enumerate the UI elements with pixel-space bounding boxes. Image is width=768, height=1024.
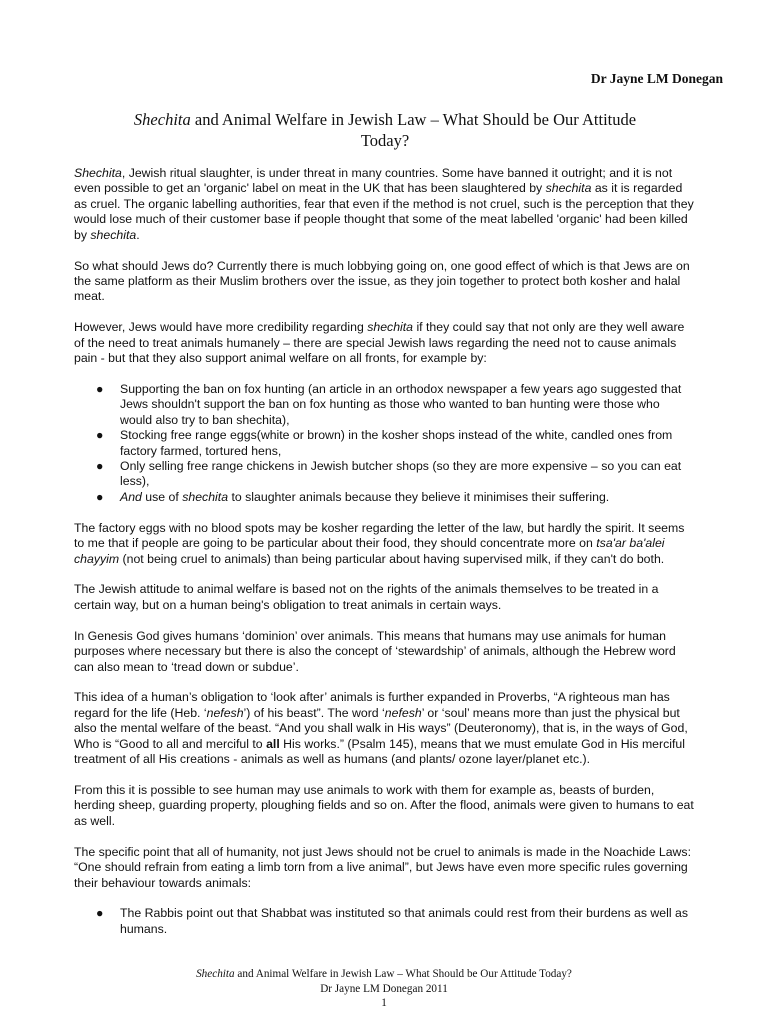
paragraph-9: The specific point that all of humanity, not just Jews should not be cruel to animals is made in the Noachide Laws: “One should refrain from eating a limb torn from a live animal”, but Jews have even more specific rules governing their behaviour towards animals:: [74, 844, 691, 890]
paragraph-6: In Genesis God gives humans ‘dominion’ over animals. This means that humans may use animals for human purposes where necessary but there is also the concept of ‘stewardship’ of animals, although the Hebrew word can also mean to ‘tread down or subdue’.: [74, 628, 676, 674]
italic-term: shechita: [367, 320, 414, 335]
page-title: [70, 109, 700, 151]
paragraph-text: This idea of a human’s obligation to ‘look after’ animals is further expanded in Proverbs, “A righteous man has regard for the life (Heb. ‘: [74, 690, 670, 720]
list-item: [74, 382, 694, 428]
bullet-icon: ●: [96, 459, 104, 473]
list-item-text: The Rabbis point out that Shabbat was instituted so that animals could rest from their burdens as well as humans.: [120, 906, 689, 936]
bullet-list-2: [74, 906, 694, 937]
bullet-list-1: [74, 382, 694, 505]
paragraph-4: [74, 521, 694, 567]
document-body: [74, 166, 694, 953]
italic-term: shechita: [545, 181, 592, 196]
italic-term: Shechita: [196, 968, 235, 980]
paragraph-text: (not being cruel to animals) than being particular about having supervised milk, if they can't do both.: [119, 551, 665, 566]
title-italic-term: Shechita: [133, 110, 191, 129]
bullet-icon: ●: [96, 381, 104, 396]
italic-term: nefesh: [384, 705, 422, 720]
paragraph-text: His works.” (Psalm 145), means that we must emulate God in His merciful treatment of all His creations - animals as well as humans (and plants/ ozone layer/planet etc.).: [74, 736, 685, 767]
paragraph-text: as it is regarded as cruel. The organic labelling authorities, fear that even if the method is not cruel, such is the perception that they would lose much of their customer base if people thought that some of the meat labelled 'organic' had been killed by: [74, 181, 694, 242]
list-item: [74, 490, 694, 505]
paragraph-text: ’ or ‘soul’ means more than just the physical but also the mental welfare of the beast. “And you shall walk in His ways” (Deuteronomy), that is, in the ways of God, Who is “Good to all and merciful to: [74, 705, 688, 751]
list-item-text: Only selling free range chickens in Jewish butcher shops (so they are more expensive – so you can eat less),: [120, 459, 682, 489]
italic-term: nefesh: [206, 705, 244, 720]
italic-term: And: [120, 489, 142, 504]
list-item-text: Supporting the ban on fox hunting (an article in an orthodox newspaper a few years ago suggested that Jews shouldn't support the ban on fox hunting as those who wanted to ban hunting were those who would also try to ban shechita),: [120, 381, 682, 427]
paragraph-3: [74, 320, 694, 366]
paragraph-text: if they could say that not only are they well aware of the need to treat animals humanely – there are special Jewish laws regarding the need not to cause animals pain - but that they also support animal welfare on all fronts, for example by:: [74, 320, 685, 366]
list-item: [74, 428, 694, 459]
list-item-text: to slaughter animals because they believe it minimises their suffering.: [228, 489, 610, 504]
paragraph-2: So what should Jews do? Currently there is much lobbying going on, one good effect of which is that Jews are on the same platform as their Muslim brothers over the issue, as they join together to protect both kosher and halal meat.: [74, 258, 690, 304]
italic-term: shechita: [182, 489, 229, 504]
footer-title-text: and Animal Welfare in Jewish Law – What Should be Our Attitude Today?: [234, 968, 572, 980]
paragraph-1: [74, 166, 694, 243]
paragraph-text: The factory eggs with no blood spots may be kosher regarding the letter of the law, but hardly the spirit. It seems to me that if people are going to be particular about their food, they should concentrate more on: [74, 520, 685, 551]
title-text: and Animal Welfare in Jewish Law – What Should be Our Attitude: [190, 110, 637, 129]
footer-author: Dr Jayne LM Donegan 2011: [320, 983, 448, 995]
author-name: Dr Jayne LM Donegan: [590, 71, 723, 86]
list-item: [74, 906, 694, 937]
paragraph-text: ’) of his beast”. The word ‘: [243, 705, 385, 720]
paragraph-5: The Jewish attitude to animal welfare is based not on the rights of the animals themselves to be treated in a certain way, but on a human being's obligation to treat animals in certain ways.: [74, 582, 659, 612]
list-item-text: Stocking free range eggs(white or brown) in the kosher shops instead of the white, candled ones from factory farmed, tortured hens,: [120, 428, 673, 458]
list-item-text: use of: [141, 489, 183, 504]
paragraph-text: However, Jews would have more credibility regarding: [74, 320, 368, 335]
title-text-line2: Today?: [360, 131, 410, 150]
paragraph-text: , Jewish ritual slaughter, is under threat in many countries. Some have banned it outright; and it is not even possible to get an 'organic' label on meat in the UK that has been slaughtered by: [74, 166, 673, 196]
paragraph-text: .: [136, 227, 140, 242]
bullet-icon: ●: [96, 428, 104, 443]
paragraph-8: From this it is possible to see human may use animals to work with them for example as, beasts of burden, herding sheep, guarding property, ploughing fields and so on. After the flood, animals were given to humans to eat as well.: [74, 783, 694, 828]
italic-term: Shechita: [74, 166, 122, 180]
bullet-icon: ●: [96, 906, 104, 921]
italic-term: tsa'ar ba'alei chayyim: [74, 536, 665, 566]
footer-title: [0, 967, 768, 981]
paragraph-7: [74, 690, 694, 767]
page-number: 1: [381, 997, 387, 1009]
list-item: [74, 459, 694, 490]
italic-term: shechita: [90, 227, 137, 242]
bold-term: all: [266, 736, 280, 751]
bullet-icon: ●: [96, 489, 104, 504]
